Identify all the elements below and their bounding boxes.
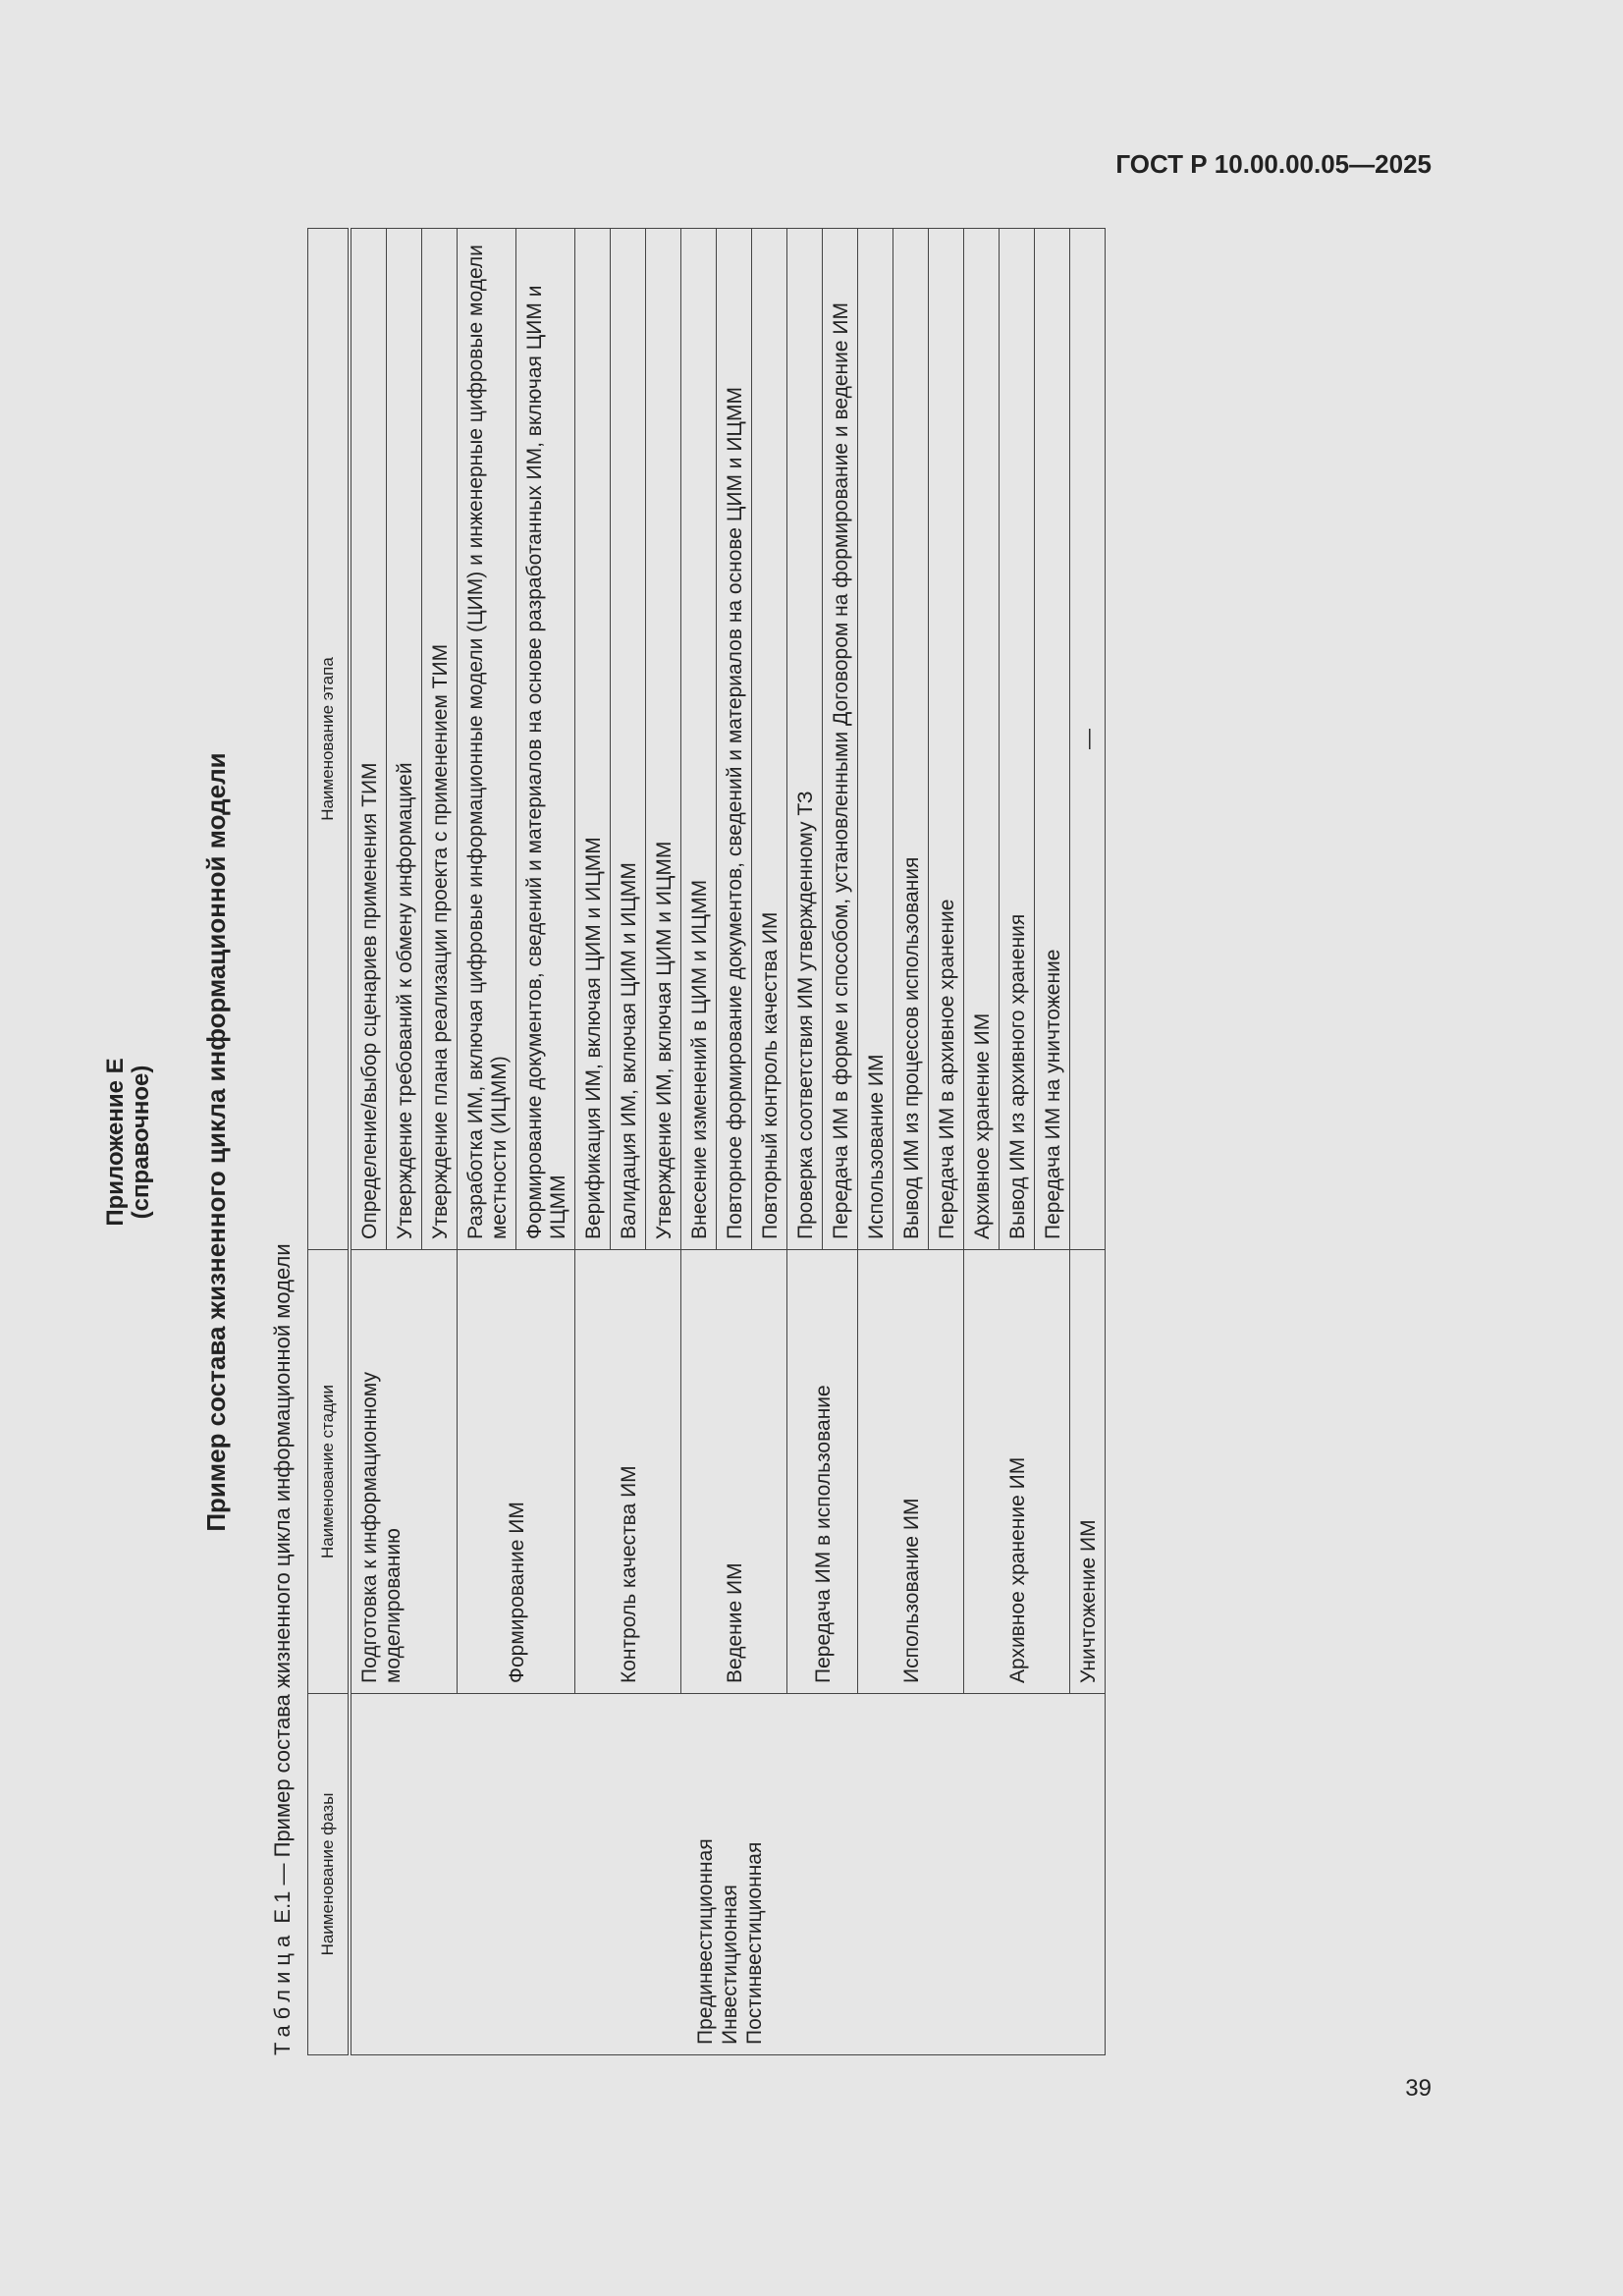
step-cell: Вывод ИМ из архивного хранения [1000, 229, 1035, 1250]
phase-item: Постинвестиционная [742, 1841, 766, 2045]
step-cell: — [1070, 229, 1106, 1250]
step-cell: Внесение изменений в ЦИМ и ИЦММ [681, 229, 717, 1250]
step-cell: Формирование документов, сведений и материалов на основе разработанных ИМ, включая ЦИМ и ИЦММ [516, 229, 575, 1250]
appendix-heading [103, 229, 154, 2055]
header-step: Наименование этапа [308, 229, 351, 1250]
step-cell: Утверждение требований к обмену информацией [387, 229, 422, 1250]
stage-cell: Передача ИМ в использование [787, 1250, 858, 1694]
appendix-subtitle: (справочное) [128, 1065, 154, 1220]
stage-cell: Использование ИМ [858, 1250, 964, 1694]
header-phase: Наименование фазы [308, 1694, 351, 2055]
step-cell: Валидация ИМ, включая ЦИМ и ИЦММ [611, 229, 646, 1250]
table-row [350, 229, 387, 2055]
step-cell: Повторный контроль качества ИМ [752, 229, 787, 1250]
step-cell: Разработка ИМ, включая цифровые информационные модели (ЦИМ) и инженерные цифровые модели местности (ИЦММ) [458, 229, 516, 1250]
step-cell: Использование ИМ [858, 229, 893, 1250]
table-header-row [308, 229, 351, 2055]
table-caption [270, 1243, 296, 2055]
table-caption-label: Таблица [270, 1929, 295, 2055]
step-cell: Утверждение ИМ, включая ЦИМ и ИЦММ [646, 229, 681, 1250]
stage-cell: Архивное хранение ИМ [964, 1250, 1070, 1694]
lifecycle-table [307, 228, 1106, 2055]
step-cell: Верификация ИМ, включая ЦИМ и ИЦММ [575, 229, 611, 1250]
step-cell: Передача ИМ в форме и способом, установленными Договором на формирование и ведение ИМ [823, 229, 858, 1250]
step-cell: Повторное формирование документов, сведений и материалов на основе ЦИМ и ИЦММ [717, 229, 752, 1250]
stage-cell: Уничтожение ИМ [1070, 1250, 1106, 1694]
page-number: 39 [1405, 2075, 1432, 2102]
step-cell: Проверка соответствия ИМ утвержденному ТЗ [787, 229, 823, 1250]
step-cell: Вывод ИМ из процессов использования [893, 229, 929, 1250]
appendix-title: Приложение Е [102, 1058, 129, 1227]
rotated-content [103, 229, 1419, 2055]
stage-cell: Формирование ИМ [458, 1250, 575, 1694]
standard-code: ГОСТ Р 10.00.00.05—2025 [1115, 149, 1432, 179]
step-cell: Передача ИМ на уничтожение [1035, 229, 1070, 1250]
phase-cell [350, 1694, 1106, 2055]
phase-item: Инвестиционная [718, 1885, 741, 2045]
step-cell: Утверждение плана реализации проекта с применением ТИМ [422, 229, 458, 1250]
step-cell: Передача ИМ в архивное хранение [929, 229, 964, 1250]
table-caption-text: Е.1 — Пример состава жизненного цикла информационной модели [270, 1243, 295, 1924]
stage-cell: Подготовка к информационному моделированию [350, 1250, 458, 1694]
stage-cell: Контроль качества ИМ [575, 1250, 681, 1694]
header-stage: Наименование стадии [308, 1250, 351, 1694]
step-cell: Определение/выбор сценариев применения ТИМ [350, 229, 387, 1250]
step-cell: Архивное хранение ИМ [964, 229, 1000, 1250]
stage-cell: Ведение ИМ [681, 1250, 787, 1694]
phase-item: Прединвестиционная [693, 1838, 717, 2045]
document-title: Пример состава жизненного цикла информационной модели [201, 752, 231, 1532]
